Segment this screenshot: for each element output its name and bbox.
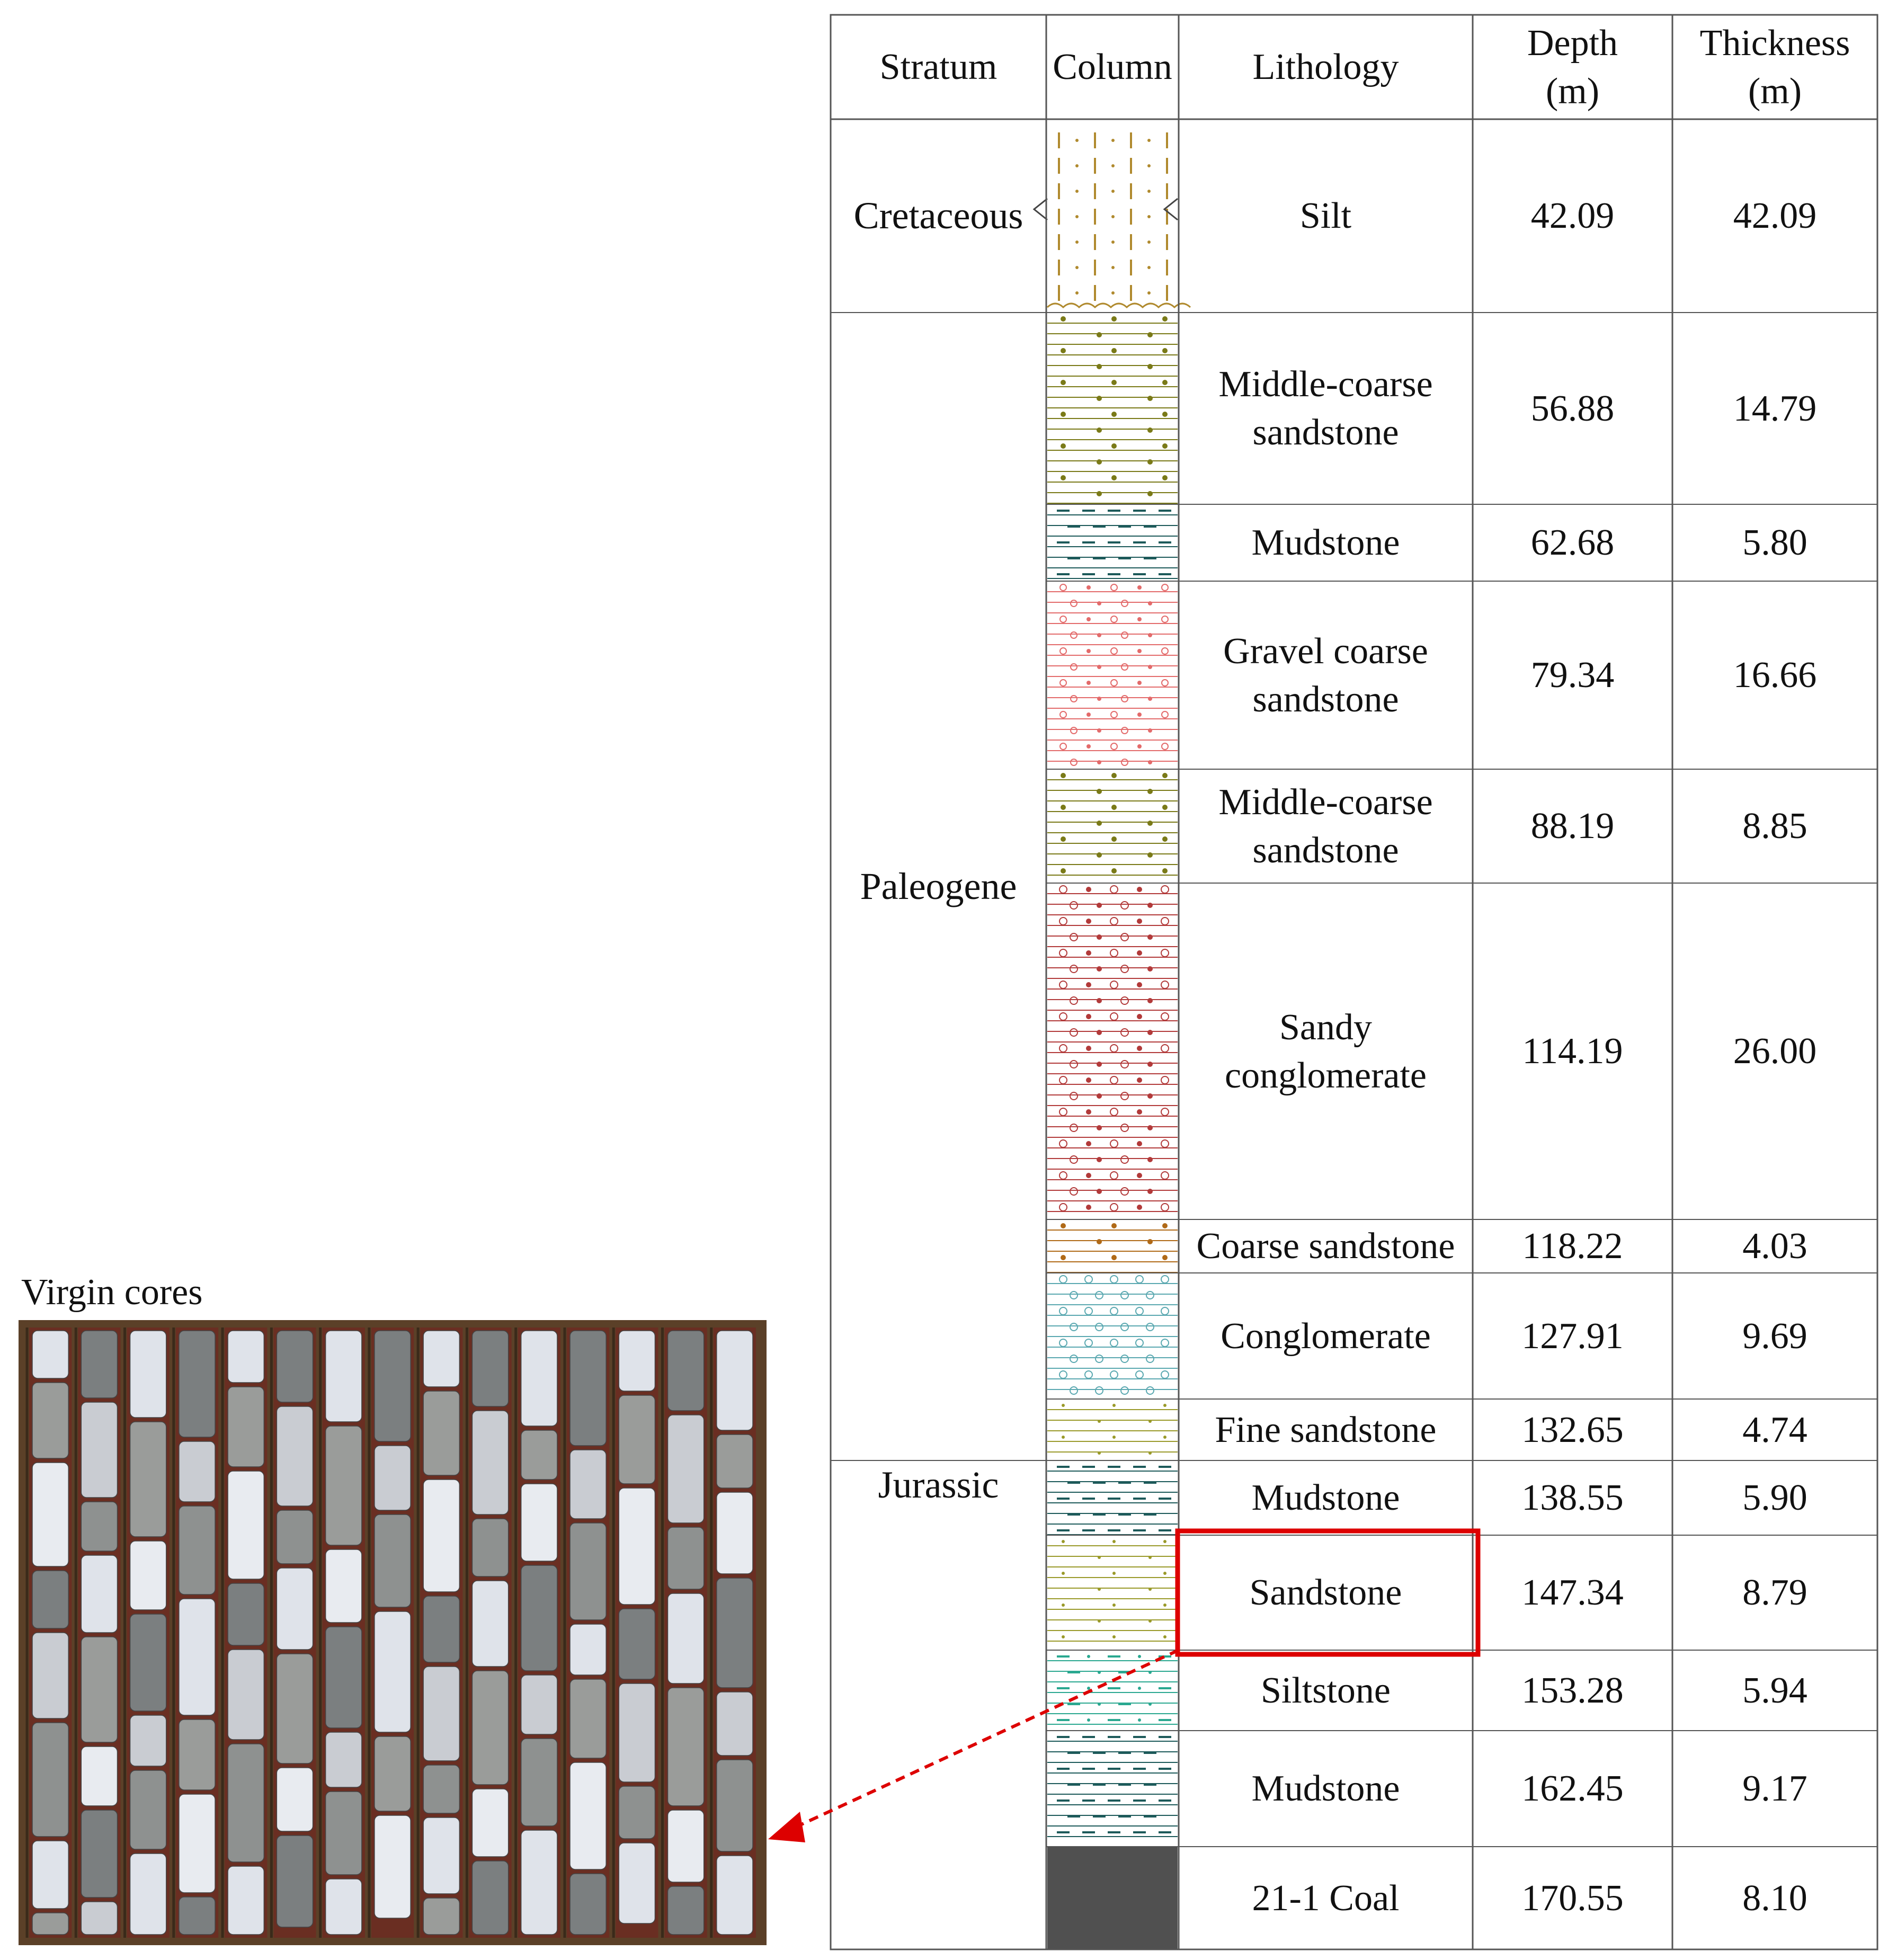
core-segment [570, 1762, 606, 1869]
lithology-cell: Sandy conglomerate [1225, 1006, 1427, 1096]
core-segment [277, 1406, 313, 1506]
core-segment [228, 1744, 264, 1862]
core-segment [717, 1760, 753, 1851]
core-segment [570, 1450, 606, 1519]
core-segment [32, 1723, 68, 1837]
core-segment [179, 1599, 215, 1715]
core-sample-arrow [768, 1650, 1179, 1842]
column-pattern-coal [1047, 1847, 1178, 1949]
core-segment [130, 1422, 166, 1537]
column-pattern-circles [1047, 1276, 1178, 1394]
lithology-cell: Coarse sandstone [1196, 1226, 1455, 1267]
column-pattern-silt [1034, 132, 1190, 307]
depth-cell: 62.68 [1530, 522, 1615, 563]
lithology-cell: Siltstone [1260, 1670, 1391, 1711]
core-segment [423, 1818, 459, 1894]
column-pattern-dashes [1047, 511, 1178, 578]
core-segment [423, 1391, 459, 1475]
depth-cell: 127.91 [1521, 1315, 1624, 1357]
thickness-cell: 16.66 [1733, 655, 1817, 696]
depth-cell: 132.65 [1521, 1409, 1624, 1450]
core-segment [472, 1581, 508, 1667]
core-segment [472, 1411, 508, 1514]
thickness-cell: 5.80 [1742, 522, 1807, 563]
core-segment [423, 1480, 459, 1592]
core-segment [179, 1506, 215, 1594]
core-segment [81, 1810, 117, 1897]
depth-cell: 42.09 [1530, 195, 1615, 236]
core-segment [130, 1614, 166, 1711]
core-segment [667, 1810, 703, 1882]
column-pattern-dots-lines [1047, 773, 1178, 875]
depth-cell: 88.19 [1530, 806, 1615, 847]
core-segment [375, 1514, 411, 1607]
stratum-label: Paleogene [860, 865, 1017, 907]
core-segment [472, 1789, 508, 1857]
core-segment [667, 1331, 703, 1411]
core-segment [326, 1426, 362, 1545]
core-segment [32, 1331, 68, 1378]
core-segment [521, 1739, 557, 1826]
core-segment [667, 1688, 703, 1806]
depth-cell: 147.34 [1521, 1572, 1624, 1613]
depth-cell: 114.19 [1522, 1031, 1623, 1072]
core-segment [619, 1331, 655, 1391]
core-segment [667, 1886, 703, 1935]
core-segment [228, 1471, 264, 1579]
core-segment [717, 1578, 753, 1688]
lithology-cell: 21-1 Coal [1252, 1877, 1400, 1919]
column-pattern-small-dots [1047, 1404, 1178, 1455]
core-segment [81, 1331, 117, 1398]
virgin-cores-photo [19, 1320, 767, 1945]
depth-cell: 138.55 [1521, 1477, 1624, 1518]
core-segment [228, 1650, 264, 1740]
core-segment [521, 1565, 557, 1671]
core-segment [81, 1637, 117, 1742]
header-stratum: Stratum [879, 47, 998, 87]
core-segment [375, 1611, 411, 1732]
core-segment [277, 1768, 313, 1831]
core-segment [228, 1866, 264, 1935]
core-segment [570, 1523, 606, 1620]
core-segment [423, 1765, 459, 1813]
core-segment [32, 1571, 68, 1628]
core-segment [179, 1720, 215, 1790]
virgin-cores-label: Virgin cores [21, 1272, 203, 1313]
thickness-cell: 4.74 [1742, 1409, 1807, 1450]
depth-cell: 170.55 [1521, 1877, 1624, 1919]
core-segment [667, 1415, 703, 1523]
core-segment [326, 1549, 362, 1623]
column-pattern-dots-lines [1047, 316, 1178, 503]
core-segment [81, 1902, 117, 1935]
core-segment [717, 1435, 753, 1488]
depth-cell: 79.34 [1530, 655, 1615, 696]
core-segment [375, 1815, 411, 1918]
core-segment [423, 1596, 459, 1662]
core-segment [667, 1527, 703, 1589]
core-segment [81, 1747, 117, 1806]
core-segment [667, 1593, 703, 1683]
core-segment [32, 1383, 68, 1458]
core-segment [130, 1854, 166, 1935]
core-segment [32, 1633, 68, 1718]
core-segment [81, 1555, 117, 1633]
thickness-cell: 4.03 [1742, 1226, 1807, 1267]
thickness-cell: 26.00 [1733, 1031, 1817, 1072]
core-segment [32, 1913, 68, 1935]
core-segment [570, 1624, 606, 1675]
lithology-cell: Middle-coarse sandstone [1218, 364, 1433, 453]
core-segment [619, 1395, 655, 1484]
core-segment [423, 1331, 459, 1387]
core-segment [130, 1331, 166, 1418]
lithology-cell: Mudstone [1251, 1768, 1400, 1809]
lithology-cell: Sandstone [1249, 1572, 1402, 1613]
core-segment [570, 1331, 606, 1446]
core-segment [326, 1879, 362, 1935]
core-segment [277, 1654, 313, 1763]
core-segment [326, 1792, 362, 1875]
core-segment [472, 1671, 508, 1785]
depth-cell: 56.88 [1530, 388, 1615, 429]
core-segment [228, 1331, 264, 1383]
header-lithology: Lithology [1252, 47, 1399, 87]
depth-cell: 153.28 [1521, 1670, 1624, 1711]
column-pattern-dashes [1047, 1737, 1178, 1837]
core-segment [179, 1331, 215, 1437]
core-segment [81, 1502, 117, 1551]
core-segment [277, 1510, 313, 1564]
column-pattern-gravel [1047, 584, 1178, 765]
core-segment [717, 1492, 753, 1574]
core-segment [81, 1402, 117, 1498]
core-segment [619, 1488, 655, 1605]
header-thickness: Thickness (m) [1699, 22, 1850, 112]
core-segment [521, 1484, 557, 1561]
lithology-cell: Conglomerate [1221, 1315, 1431, 1357]
lithology-cell: Middle-coarse sandstone [1218, 781, 1433, 871]
core-segment [570, 1874, 606, 1935]
core-segment [228, 1387, 264, 1467]
column-pattern-conglomerate [1047, 886, 1178, 1211]
thickness-cell: 8.79 [1742, 1572, 1807, 1613]
thickness-cell: 42.09 [1733, 195, 1817, 236]
core-segment [472, 1331, 508, 1406]
core-segment [717, 1331, 753, 1430]
core-segment [472, 1519, 508, 1576]
column-pattern-dots-dashes [1047, 1655, 1178, 1724]
depth-cell: 162.45 [1521, 1768, 1624, 1809]
core-segment [521, 1430, 557, 1480]
core-segment [423, 1898, 459, 1935]
lithology-cell: Silt [1299, 195, 1352, 236]
core-segment [521, 1331, 557, 1426]
core-segment [130, 1715, 166, 1766]
thickness-cell: 14.79 [1733, 388, 1817, 429]
core-segment [423, 1667, 459, 1761]
core-segment [326, 1732, 362, 1787]
stratum-label: Cretaceous [853, 194, 1023, 237]
thickness-cell: 5.90 [1742, 1477, 1807, 1518]
core-segment [228, 1583, 264, 1645]
core-segment [619, 1786, 655, 1839]
core-segment [32, 1841, 68, 1909]
core-segment [521, 1675, 557, 1734]
lithology-cell: Gravel coarse sandstone [1223, 630, 1428, 720]
core-segment [179, 1441, 215, 1502]
core-segment [375, 1331, 411, 1441]
core-segment [375, 1446, 411, 1510]
core-segment [130, 1541, 166, 1610]
core-segment [619, 1609, 655, 1679]
core-segment [326, 1331, 362, 1422]
core-segment [277, 1331, 313, 1402]
core-segment [130, 1770, 166, 1849]
header-depth: Depth (m) [1527, 22, 1618, 112]
column-pattern-dashes [1047, 1467, 1178, 1535]
thickness-cell: 8.85 [1742, 806, 1807, 847]
core-segment [326, 1627, 362, 1728]
core-segment [277, 1836, 313, 1927]
core-segment [375, 1736, 411, 1811]
core-segment [717, 1856, 753, 1935]
header-column: Column [1053, 47, 1172, 87]
lithology-cell: Mudstone [1251, 522, 1400, 563]
depth-cell: 118.22 [1522, 1226, 1623, 1267]
core-segment [472, 1861, 508, 1935]
core-segment [619, 1683, 655, 1782]
core-segment [521, 1830, 557, 1935]
stratum-label: Jurassic [878, 1464, 999, 1506]
thickness-cell: 8.10 [1742, 1877, 1807, 1919]
core-segment [179, 1794, 215, 1893]
thickness-cell: 5.94 [1742, 1670, 1807, 1711]
core-segment [179, 1897, 215, 1935]
lithology-cell: Fine sandstone [1215, 1409, 1437, 1450]
column-pattern-dots-lines [1047, 1223, 1178, 1272]
core-segment [277, 1568, 313, 1650]
column-pattern-small-dots [1047, 1540, 1178, 1641]
core-segment [619, 1843, 655, 1923]
core-segment [717, 1692, 753, 1756]
thickness-cell: 9.17 [1742, 1768, 1807, 1809]
lithology-cell: Mudstone [1251, 1477, 1400, 1518]
thickness-cell: 9.69 [1742, 1315, 1807, 1357]
core-segment [32, 1463, 68, 1566]
core-segment [570, 1679, 606, 1758]
